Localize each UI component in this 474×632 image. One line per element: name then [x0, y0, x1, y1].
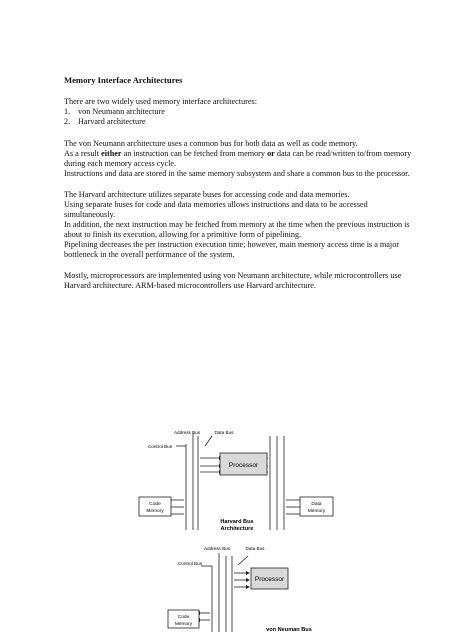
- paragraph-line: during each memory access cycle.: [64, 159, 177, 168]
- harvard-caption: Architecture: [220, 526, 254, 532]
- intro-text: There are two widely used memory interface architectures:: [64, 97, 257, 106]
- paragraph-line: Mostly, microprocessors are implemented using von Neumann architecture, while microcontrollers use: [64, 271, 402, 280]
- address-bus-label: Address Bus: [203, 546, 231, 551]
- list-text: Harvard architecture: [78, 117, 146, 126]
- address-bus-label: Address Bus: [173, 430, 201, 435]
- paragraph-line: Harvard architecture. ARM-based microcontrollers use Harvard architecture.: [64, 281, 316, 290]
- processor-label: Processor: [228, 462, 259, 469]
- page-title: Memory Interface Architectures: [64, 75, 183, 85]
- list-number: 2.: [64, 117, 71, 126]
- paragraph-line: about to finish its execution, allowing for a primitive form of pipelining.: [64, 230, 302, 239]
- processor-label: Processor: [254, 576, 285, 583]
- data-memory-label: Memory: [307, 509, 326, 514]
- harvard-caption: Harvard Bus: [220, 519, 254, 525]
- paragraph-line: bottleneck in the overall performance of the system.: [64, 250, 235, 259]
- list-number: 1.: [64, 107, 71, 116]
- paragraph-line: The von Neumann architecture uses a common bus for both data as well as code memory.: [64, 139, 358, 148]
- paragraph-line: Using separate buses for code and data memories allows instructions and data to be accessed: [64, 200, 368, 209]
- list-text: von Neumann architecture: [78, 107, 165, 116]
- paragraph-line: Instructions and data are stored in the same memory subsystem and share a common bus to the processor.: [64, 169, 410, 178]
- data-bus-label: Data Bus: [214, 430, 234, 435]
- paragraph-line: In addition, the next instruction may be fetched from memory at the time when the previous instruction is: [64, 220, 410, 229]
- code-memory-label: Code: [177, 615, 190, 620]
- von-neumann-caption: von Neuman Bus: [266, 627, 312, 632]
- paragraph-line: Pipelining decreases the per instruction execution time; however, main memory access time is a major: [64, 240, 400, 249]
- paragraph-line: The Harvard architecture utilizes separate buses for accessing code and data memories.: [64, 190, 350, 199]
- paragraph-line: As a result either an instruction can be fetched from memory or data can be read/written to/from memory: [64, 149, 412, 158]
- control-bus-label: Control Bus: [177, 561, 203, 566]
- code-memory-label: Memory: [146, 509, 164, 514]
- control-bus-label: Control Bus: [147, 444, 173, 449]
- data-memory-label: Data: [311, 502, 322, 507]
- paragraph-line: simultaneously.: [64, 210, 116, 219]
- data-bus-label: Data Bus: [245, 546, 265, 551]
- code-memory-label: Memory: [174, 622, 193, 627]
- bold-word: either: [101, 149, 122, 158]
- code-memory-label: Code: [149, 502, 161, 507]
- bold-word: or: [267, 149, 275, 158]
